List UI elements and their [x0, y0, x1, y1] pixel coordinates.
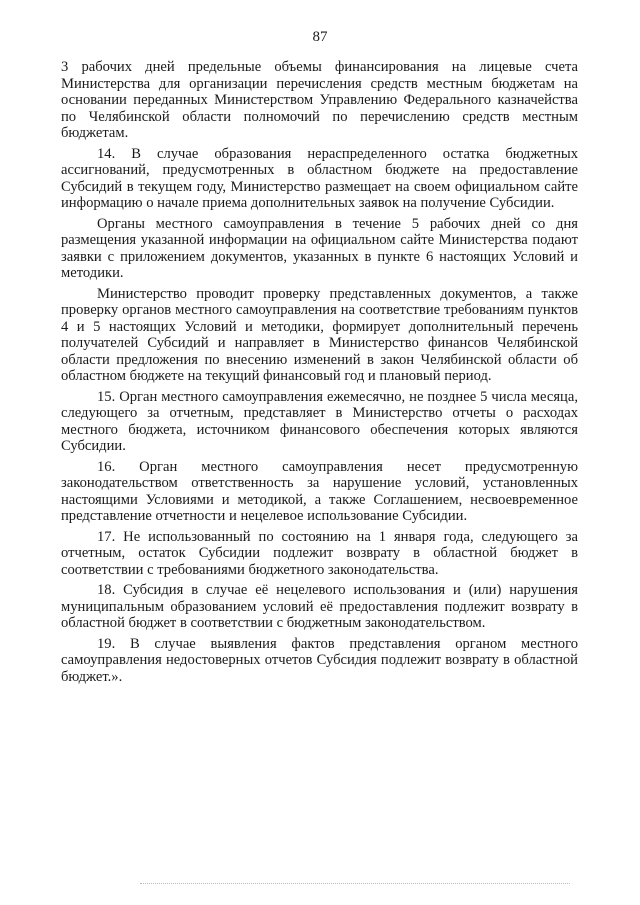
paragraph-ministry-check: Министерство проводит проверку представленных документов, а также проверку органов местного самоуправления на соответствие требованиям пунктов 4 и 5 настоящих Условий и методики, формирует дополнительный перечень получателей Субсидий и направляет в Министерство финансов Челябинской области предложения по внесению изменений в закон Челябинской области об областном бюджете на текущий финансовый год и плановый период.: [61, 285, 578, 384]
paragraph-item-14: 14. В случае образования нераспределенного остатка бюджетных ассигнований, предусмотренных в областном бюджете на предоставление Субсидий в текущем году, Министерство размещает на своем официальном сайте информацию о начале приема дополнительных заявок на получение Субсидии.: [61, 145, 578, 211]
document-body: [61, 59, 578, 689]
paragraph-item-17: 17. Не использованный по состоянию на 1 января года, следующего за отчетным, остаток Субсидии подлежит возврату в областной бюджет в соответствии с требованиями бюджетного законодательства.: [61, 528, 578, 578]
paragraph-item-18: 18. Субсидия в случае её нецелевого использования и (или) нарушения муниципальным образованием условий её предоставления подлежит возврату в областной бюджет в соответствии с бюджетным законодательством.: [61, 582, 578, 631]
paragraph-item-16: 16. Орган местного самоуправления несет предусмотренную законодательством ответственность за нарушение условий, установленных настоящими Условиями и методикой, а также Соглашением, несвоевременное представление отчетности и нецелевое использование Субсидии.: [61, 458, 578, 524]
paragraph-item-19: 19. В случае выявления фактов представления органом местного самоуправления недостоверных отчетов Субсидия подлежит возврату в областной бюджет.».: [61, 635, 578, 685]
paragraph-item-15: 15. Орган местного самоуправления ежемесячно, не позднее 5 числа месяца, следующего за отчетным, представляет в Министерство отчеты о расходах местного бюджета, источником финансового обеспечения которых являются Субсидии.: [61, 388, 578, 454]
paragraph-applications: Органы местного самоуправления в течение 5 рабочих дней со дня размещения указанной информации на официальном сайте Министерства подают заявки с приложением документов, указанных в пункте 6 настоящих Условий и методики.: [61, 215, 578, 281]
page-number: 87: [312, 29, 328, 45]
scan-edge-divider: [140, 883, 570, 884]
paragraph-continuation: 3 рабочих дней предельные объемы финансирования на лицевые счета Министерства для организации перечисления средств местным бюджетам на основании переданных Министерством Управлению Федерального казначейства по Челябинской области полномочий по перечислению средств местным бюджетам.: [61, 59, 578, 141]
